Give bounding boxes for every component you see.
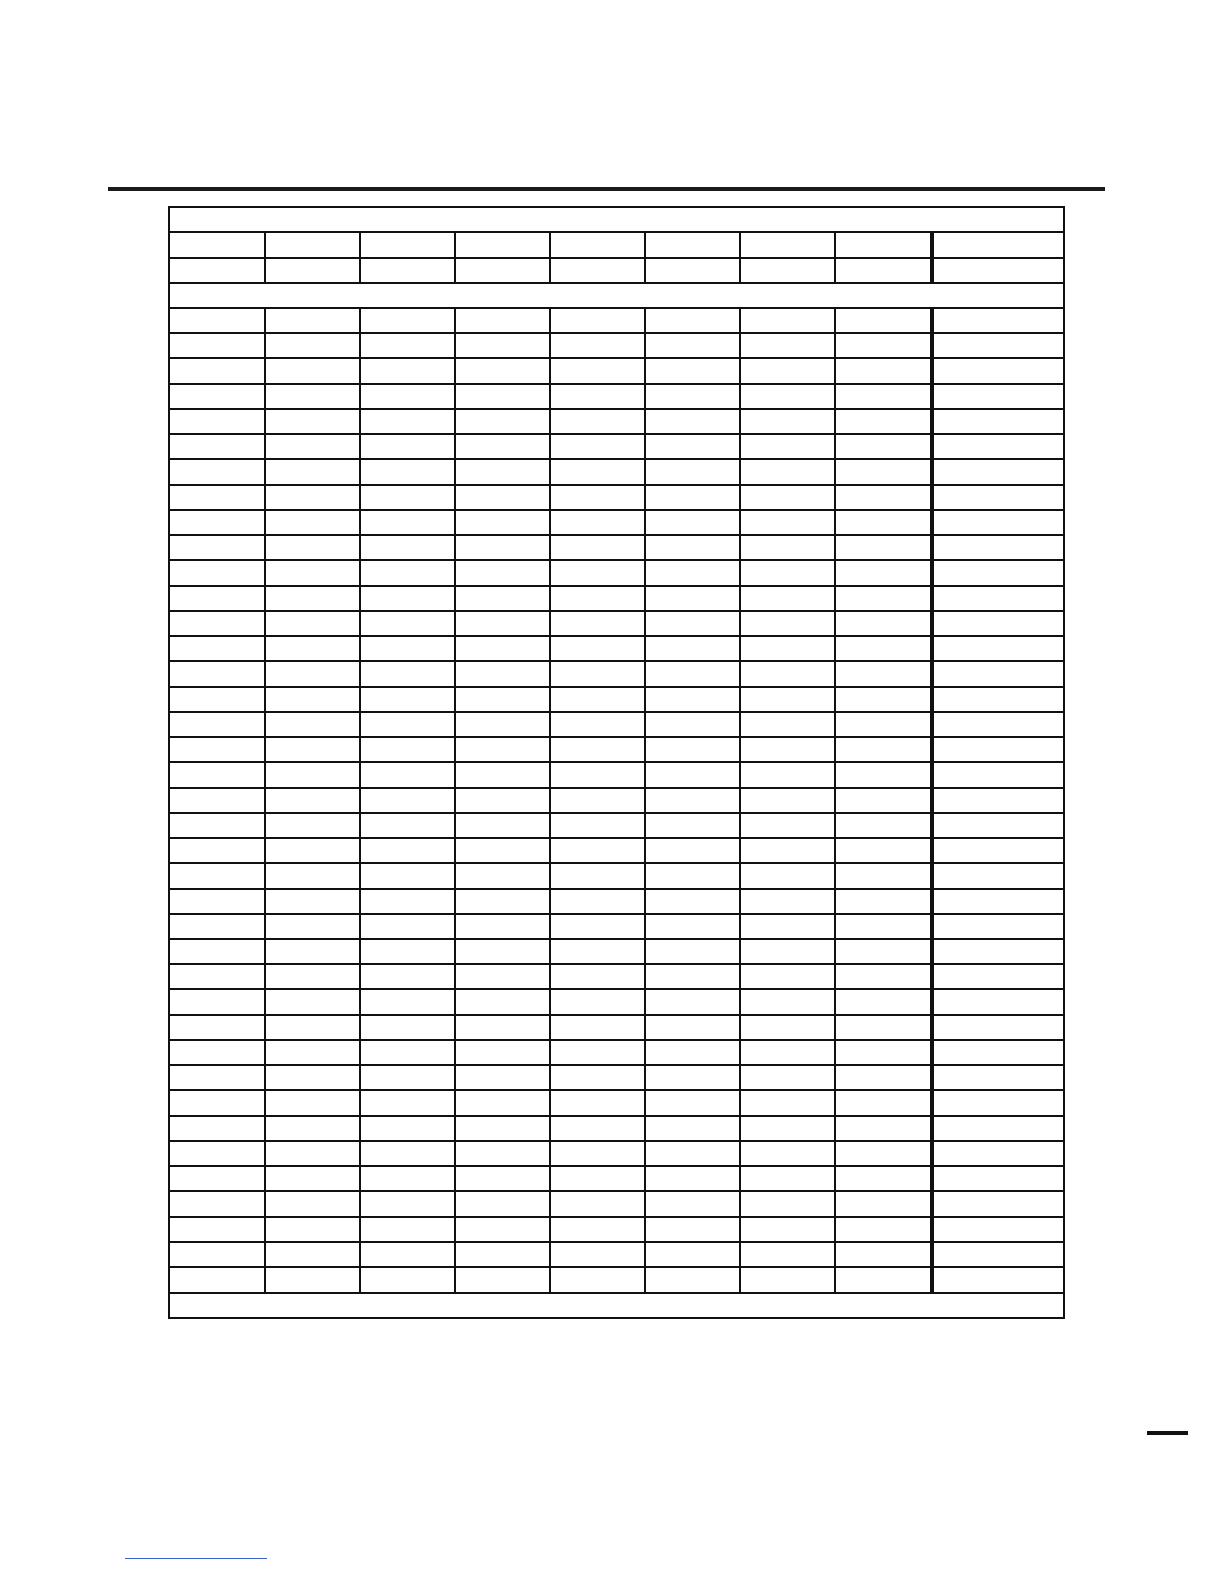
- column-divider: [834, 231, 836, 282]
- column-divider: [454, 231, 456, 282]
- column-divider: [644, 231, 646, 282]
- column-divider: [264, 307, 266, 1292]
- header-divider: [108, 187, 1105, 191]
- column-divider: [549, 231, 551, 282]
- column-divider: [454, 307, 456, 1292]
- total-column-divider: [930, 231, 934, 282]
- column-divider: [739, 231, 741, 282]
- column-divider: [834, 307, 836, 1292]
- page-number-mark: [1147, 1431, 1188, 1435]
- column-divider: [264, 231, 266, 282]
- column-divider: [644, 307, 646, 1292]
- column-divider: [359, 231, 361, 282]
- column-divider: [549, 307, 551, 1292]
- row-divider: [170, 1292, 1065, 1294]
- column-divider: [739, 307, 741, 1292]
- footer-link[interactable]: [125, 1558, 267, 1559]
- row-divider: [170, 282, 1065, 284]
- blank-form-table: [168, 206, 1065, 1319]
- total-column-divider: [930, 307, 934, 1292]
- column-divider: [359, 307, 361, 1292]
